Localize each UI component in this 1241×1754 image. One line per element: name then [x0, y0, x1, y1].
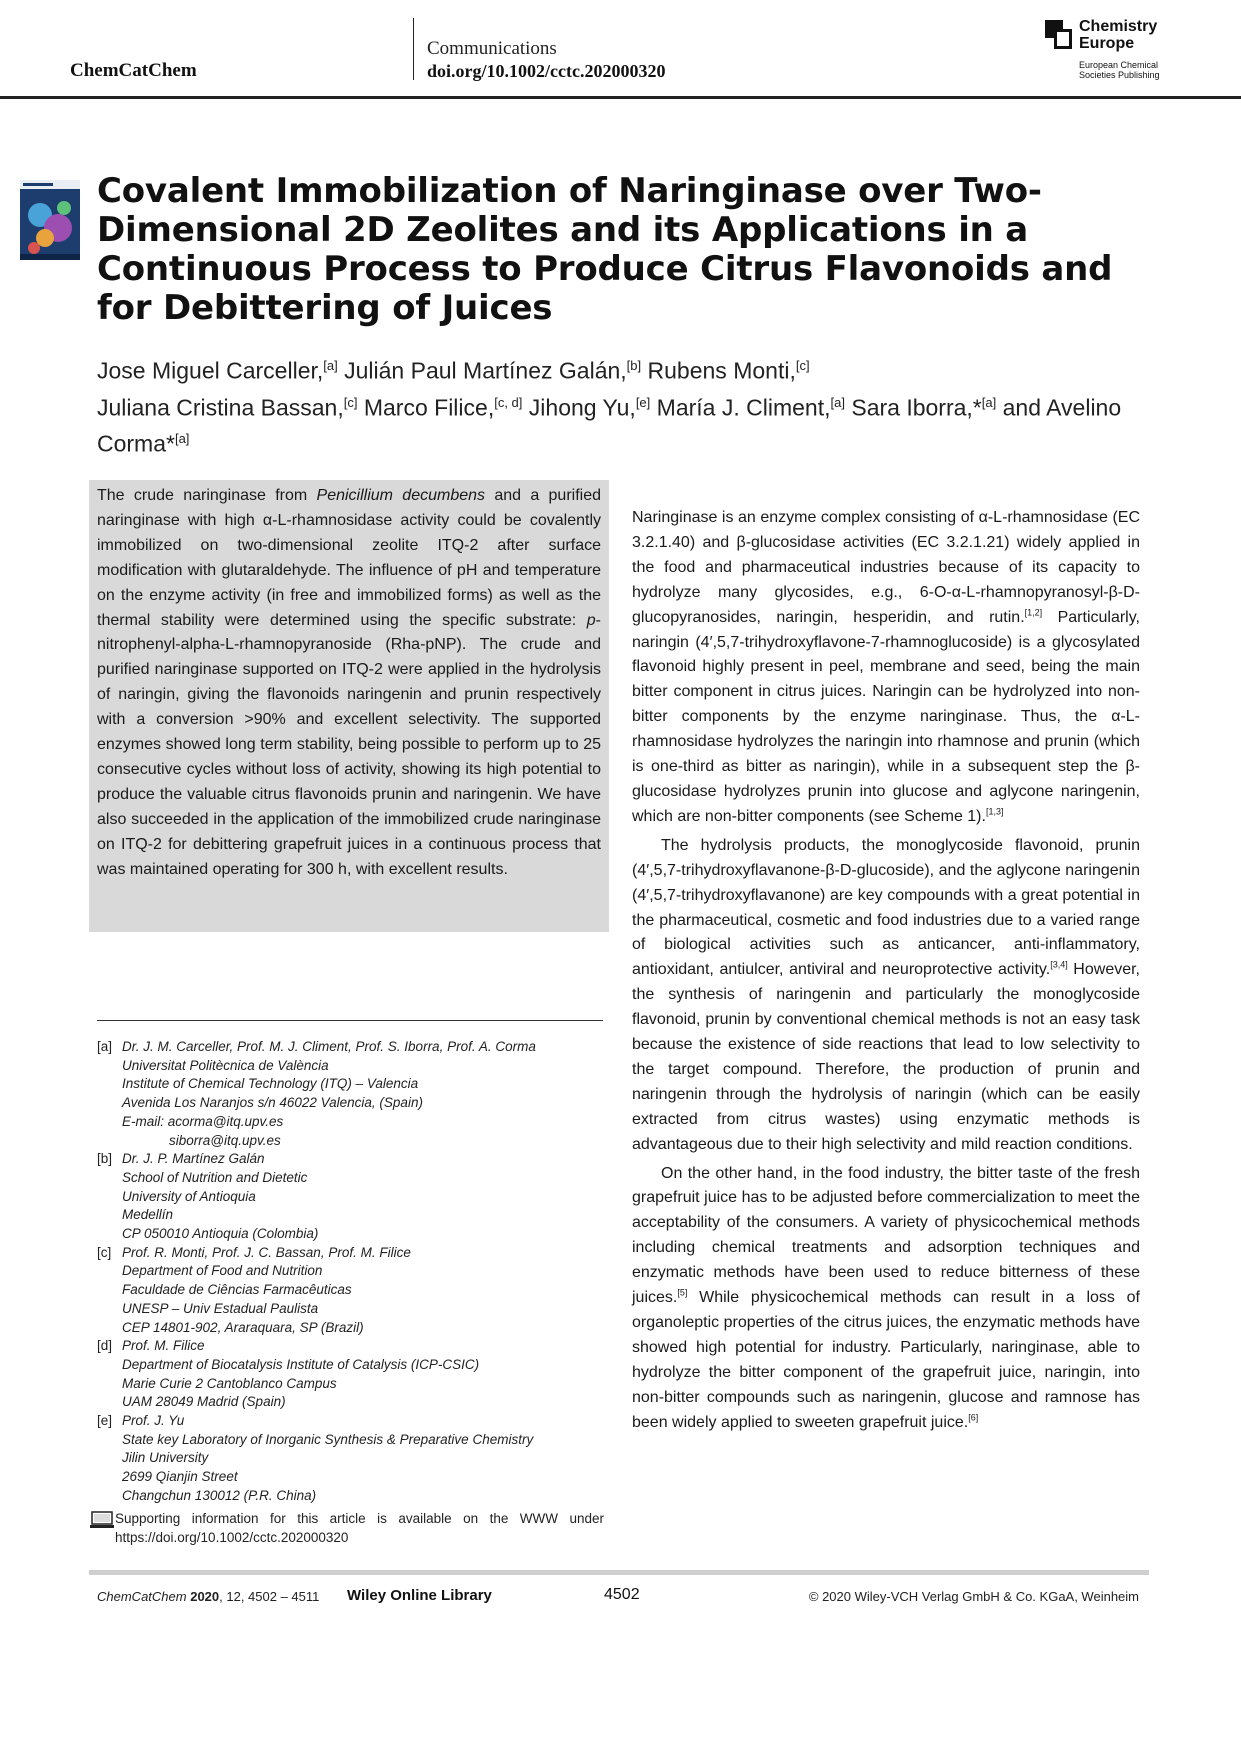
doi-link[interactable]: doi.org/10.1002/cctc.202000320 [427, 61, 666, 81]
header-divider [413, 18, 414, 80]
wiley-online-library-link[interactable]: Wiley Online Library [347, 1587, 492, 1604]
body-paragraph: On the other hand, in the food industry, the bitter taste of the fresh grapefruit juice has to be adjusted before commercialization to meet the acceptability of the consumers. A variety of physicochemical methods including chemical treatments and adsorption techniques and enzymatic methods have been used to reduce bitterness of these juices.[5] While physicochemical methods can result in a loss of organoleptic properties of the citrus juices, the enzymatic methods have showed high potential for industry. Particularly, naringinase, able to hydrolyze the bitter component of the grapefruit juice, naringin, into non-bitter compounds such as naringenin, glucose and ramnose has been widely applied to sweeten grapefruit juice.[6] [632, 1164, 1140, 1431]
author-name[interactable]: Jihong Yu, [528, 394, 636, 421]
abstract-box [89, 480, 609, 932]
page-number: 4502 [604, 1586, 640, 1603]
affiliation-tag: [b] [97, 1151, 113, 1167]
footer-rule [89, 1570, 1149, 1575]
email-link[interactable]: E-mail: acorma@itq.upv.es [122, 1113, 284, 1129]
author-name[interactable]: Jose Miguel Carceller, [97, 357, 324, 384]
journal-name: ChemCatChem [70, 60, 197, 81]
chemistry-europe-logo-icon [1045, 20, 1073, 50]
author-name[interactable]: Rubens Monti, [647, 357, 796, 384]
citation-link[interactable]: [5] [677, 1287, 688, 1298]
author-affiliation-mark: [b] [626, 358, 642, 373]
publisher-title: Chemistry Europe [1079, 18, 1158, 52]
affiliation-item: [c] Prof. R. Monti, Prof. J. C. Bassan, Prof. M. Filice Department of Food and Nutrition Faculdade de Ciências Farmacêuticas UNESP – Univ Estadual Paulista CEP 14801-902, Araraquara, SP (Brazil) [97, 1244, 617, 1338]
email-link[interactable]: siborra@itq.upv.es [169, 1132, 281, 1148]
author-affiliation-mark: [c, d] [494, 394, 523, 410]
author-list [97, 350, 1157, 460]
affiliation-rule [97, 1020, 603, 1021]
article-title: Covalent Immobilization of Naringinase over Two-Dimensional 2D Zeolites and its Applications in a Continuous Process to Produce Citrus Flavonoids and for Debittering of Juices [97, 171, 1113, 328]
affiliation-item: [d] Prof. M. Filice Department of Biocatalysis Institute of Catalysis (ICP-CSIC) Marie Curie 2 Cantoblanco Campus UAM 28049 Madrid (Spain) [97, 1337, 617, 1412]
publisher-logo[interactable] [1045, 18, 1175, 82]
body-paragraph: Naringinase is an enzyme complex consisting of α-L-rhamnosidase (EC 3.2.1.40) and β-glucosidase activities (EC 3.2.1.21) widely applied in the food and pharmaceutical industries because of its capacity to hydrolyze many glycosides, e.g., 6-O-α-L-rhamnopyranosyl-β-D-glucopyranosides, naringin, hesperidin, and rutin.[1,2] Particularly, naringin (4′,5,7-trihydroxyflavone-7-rhamnoglucoside) is a glycosylated flavonoid highly present in peel, membrane and seed, being the main bitter component in citrus juices. Naringin can be hydrolyzed into non-bitter components by the enzyme naringinase. Thus, the α-L-rhamnosidase hydrolyzes the naringin into rhamnose and prunin (which is one-third as bitter as naringin), while in a subsequent step the β-glucosidase hydrolyzes prunin into glucose and aglycone naringenin, which are non-bitter components (see Scheme 1).[1,3] [632, 509, 1140, 825]
affiliation-item: [b] Dr. J. P. Martínez Galán School of Nutrition and Dietetic University of Antioquia Medellín CP 050010 Antioquia (Colombia) [97, 1150, 617, 1244]
author-name[interactable]: Julián Paul Martínez Galán, [344, 357, 627, 384]
author-name[interactable]: Juliana Cristina Bassan, [97, 394, 344, 421]
body-paragraph: The hydrolysis products, the monoglycoside flavonoid, prunin (4′,5,7-trihydroxyflavanone-β-D-glucoside), and the aglycone naringenin (4′,5,7-trihydroxyflavanone) are key compounds with a great potential in the pharmaceutical, cosmetic and food industries due to a varied range of biological activities such as anticancer, anti-inflammatory, antioxidant, antiulcer, antiviral and neuroprotective activity.[3,4] However, the synthesis of naringenin and particularly the monoglycoside flavonoid, prunin by conventional chemical methods is not an easy task because the existence of side reactions that lead to low selectivity to the target compound. Therefore, the production of prunin and naringenin through the hydrolysis of naringin (which can be easily extracted from citrus wastes) using enzymatic methods is advantageous due to their high selectivity and mild reaction conditions. [632, 836, 1141, 1153]
supporting-info-note [89, 1510, 604, 1547]
author-affiliation-mark: [c] [795, 358, 810, 373]
copyright-notice: © 2020 Wiley-VCH Verlag GmbH & Co. KGaA, Weinheim [808, 1589, 1139, 1604]
affiliation-list [97, 1038, 617, 1506]
organism-name: Penicillium decumbens [316, 487, 486, 504]
author-name[interactable]: and Avelino Corma* [97, 394, 1122, 457]
citation-link[interactable]: [3,4] [1050, 959, 1068, 970]
publisher-subtitle: European Chemical Societies Publishing [1079, 60, 1160, 80]
section-label: Communications [427, 38, 557, 59]
author-affiliation-mark: [a] [981, 394, 997, 410]
affiliation-tag: [d] [97, 1338, 113, 1354]
affiliation-item: [a] Dr. J. M. Carceller, Prof. M. J. Climent, Prof. S. Iborra, Prof. A. Corma Universitat Politècnica de València Institute of Chemical Technology (ITQ) – Valencia Avenida Los Naranjos s/n 46022 Valencia, (Spain) E-mail: acorma@itq.upv.es siborra@itq.upv.es [97, 1038, 617, 1150]
author-affiliation-mark: [a] [323, 358, 338, 373]
citation-link[interactable]: [1,3] [985, 806, 1004, 817]
author-affiliation-mark: [e] [635, 394, 651, 410]
author-affiliation-mark: [c] [343, 394, 358, 410]
author-affiliation-mark: [a] [830, 394, 845, 410]
affiliation-item: [e] Prof. J. Yu State key Laboratory of Inorganic Synthesis & Preparative Chemistry Jilin University 2699 Qianjin Street Changchun 130012 (P.R. China) [97, 1412, 617, 1506]
body-text-column [632, 506, 1140, 1436]
abstract-text: The crude naringinase from Penicillium decumbens and a purified naringinase with high α-L-rhamnosidase activity could be covalently immobilized on two-dimensional zeolite ITQ-2 after surface modification with glutaraldehyde. The influence of pH and temperature on the enzyme activity (in free and immobilized forms) as well as the thermal stability were determined using the specific substrate: p-nitrophenyl-alpha-L-rhamnopyranoside (Rha-pNP). The crude and purified naringinase supported on ITQ-2 were applied in the hydrolysis of naringin, giving the flavonoids naringenin and prunin respectively with a conversion >90% and excellent selectivity. The supported enzymes showed long term stability, being possible to perform up to 25 consecutive cycles without loss of activity, showing its high potential to produce the valuable citrus flavonoids prunin and naringenin. We have also succeeded in the application of the immobilized crude naringinase on ITQ-2 for debittering grapefruit juices in a continuous process that was maintained operating for 300 h, with excellent results. [97, 487, 602, 878]
affiliation-tag: [e] [97, 1413, 113, 1429]
supporting-info-link[interactable]: Supporting information for this article is available on the WWW under https://doi.org/10.1002/cctc.202000320 [115, 1511, 604, 1545]
author-affiliation-mark: [a] [174, 431, 190, 447]
author-name[interactable]: María J. Climent, [656, 394, 831, 421]
journal-cover-thumbnail[interactable] [20, 180, 80, 260]
affiliation-tag: [c] [97, 1244, 112, 1260]
affiliation-tag: [a] [97, 1039, 113, 1054]
author-name[interactable]: Marco Filice, [363, 394, 495, 421]
citation-link[interactable]: [6] [968, 1412, 979, 1423]
author-name[interactable]: Sara Iborra,* [851, 394, 982, 421]
footer-citation: ChemCatChem 2020, 12, 4502 – 4511 [97, 1589, 320, 1604]
computer-icon [89, 1511, 115, 1529]
header-rule [0, 96, 1241, 99]
citation-link[interactable]: [1,2] [1024, 607, 1043, 618]
